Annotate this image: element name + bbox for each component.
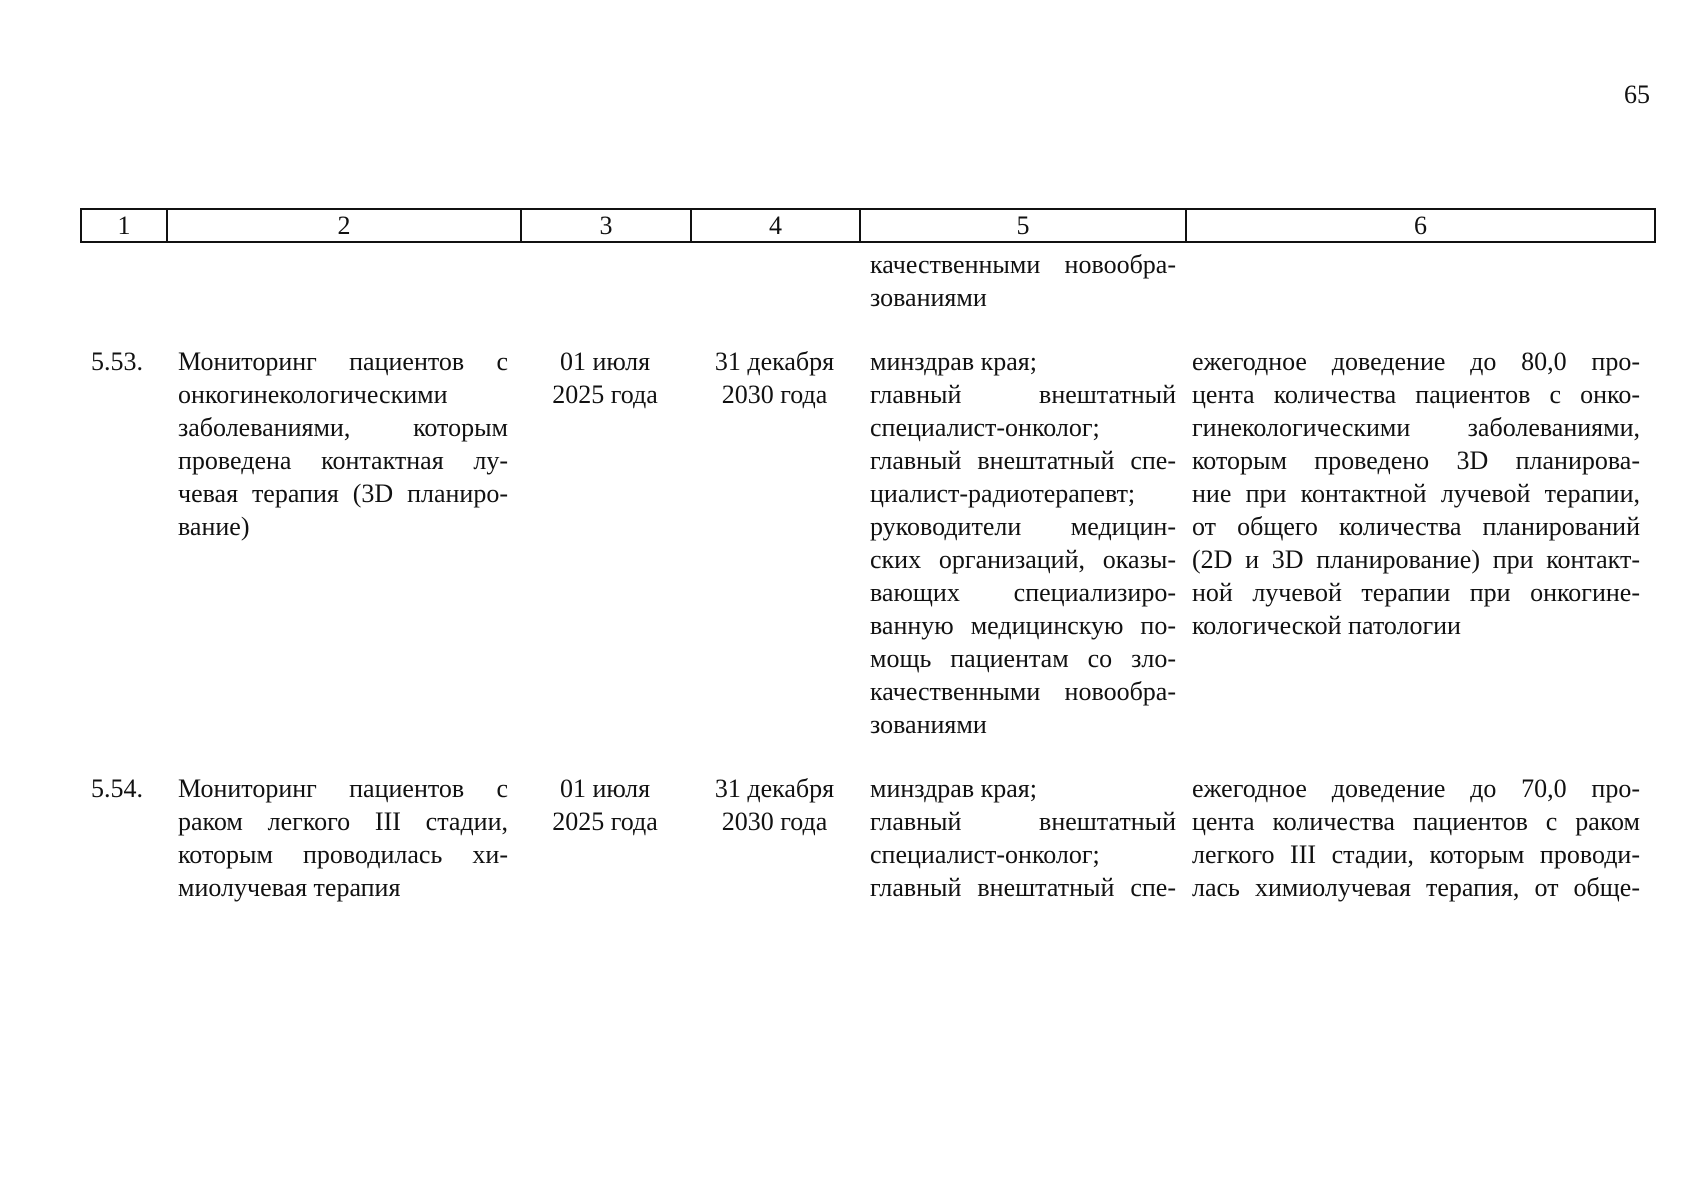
page-number: 65: [1624, 80, 1650, 109]
text-line: ских организаций, оказы-: [870, 545, 1176, 574]
text-line: кологической патологии: [1192, 611, 1461, 640]
text-line: ной лучевой терапии при онкогине-: [1192, 578, 1640, 607]
text-line: 2025 года: [552, 380, 658, 409]
measure-description: [178, 772, 508, 904]
text-line: Мониторинг пациентов с: [178, 347, 508, 376]
text-line: минздрав края;: [870, 774, 1037, 803]
start-date: [530, 345, 680, 411]
text-line: проведена контактная лу-: [178, 446, 508, 475]
text-line: качественными новообра-: [870, 677, 1176, 706]
text-line: легкого III стадии, которым проводи-: [1192, 840, 1640, 869]
text-line: главный внештатный спе-: [870, 873, 1176, 902]
text-line: 31 декабря: [714, 347, 835, 376]
start-date: [530, 772, 680, 838]
text-line: зованиями: [870, 710, 987, 739]
text-line: качественными новообра-: [870, 250, 1176, 279]
text-line: миолучевая терапия: [178, 873, 401, 902]
text-line: специалист-онколог;: [870, 840, 1100, 869]
responsible-parties: [870, 772, 1176, 904]
text-line: 2030 года: [721, 807, 828, 836]
row-number: 5.54.: [91, 774, 143, 803]
text-line: вание): [178, 512, 250, 541]
text-line: лась химиолучевая терапия, от обще-: [1192, 873, 1640, 902]
responsible-parties: [870, 345, 1176, 741]
text-line: 01 июля: [559, 774, 651, 803]
text-line: ежегодное доведение до 70,0 про-: [1192, 774, 1640, 803]
text-line: вающих специализиро-: [870, 578, 1176, 607]
text-line: 2030 года: [721, 380, 828, 409]
header-row: [81, 209, 1655, 242]
header-col-5: 5: [860, 209, 1186, 242]
text-line: которым проведено 3D планирова-: [1192, 446, 1640, 475]
text-line: руководители медицин-: [870, 512, 1176, 541]
text-line: главный внештатный спе-: [870, 446, 1176, 475]
text-line: ние при контактной лучевой терапии,: [1192, 479, 1640, 508]
text-line: которым проводилась хи-: [178, 840, 508, 869]
text-line: раком легкого III стадии,: [178, 807, 508, 836]
text-line: заболеваниями, которым: [178, 413, 508, 442]
text-line: 31 декабря: [714, 774, 835, 803]
text-line: чевая терапия (3D планиро-: [178, 479, 508, 508]
text-line: онкогинекологическими: [178, 380, 448, 409]
header-col-3: 3: [521, 209, 691, 242]
text-line: циалист-радиотерапевт;: [870, 479, 1136, 508]
text-line: главный внештатный: [870, 380, 1176, 409]
expected-result: [1192, 772, 1640, 904]
expected-result: [1192, 345, 1640, 642]
end-date: [697, 345, 852, 411]
text-line: от общего количества планирований: [1192, 512, 1640, 541]
row-number: 5.53.: [91, 347, 143, 376]
text-line: цента количества пациентов с раком: [1192, 807, 1640, 836]
text-line: ванную медицинскую по-: [870, 611, 1176, 640]
text-line: специалист-онколог;: [870, 413, 1100, 442]
column-number-header: [80, 208, 1656, 243]
text-line: минздрав края;: [870, 347, 1037, 376]
header-col-6: 6: [1186, 209, 1655, 242]
header-col-1: 1: [81, 209, 167, 242]
text-line: мощь пациентам со зло-: [870, 644, 1176, 673]
text-line: гинекологическими заболеваниями,: [1192, 413, 1640, 442]
continuation-col5: [870, 248, 1176, 314]
text-line: 01 июля: [559, 347, 651, 376]
text-line: (2D и 3D планирование) при контакт-: [1192, 545, 1640, 574]
end-date: [697, 772, 852, 838]
text-line: Мониторинг пациентов с: [178, 774, 508, 803]
header-col-4: 4: [691, 209, 860, 242]
measure-description: [178, 345, 508, 543]
header-col-2: 2: [167, 209, 521, 242]
text-line: ежегодное доведение до 80,0 про-: [1192, 347, 1640, 376]
text-line: зованиями: [870, 283, 987, 312]
text-line: главный внештатный: [870, 807, 1176, 836]
text-line: цента количества пациентов с онко-: [1192, 380, 1640, 409]
text-line: 2025 года: [552, 807, 658, 836]
